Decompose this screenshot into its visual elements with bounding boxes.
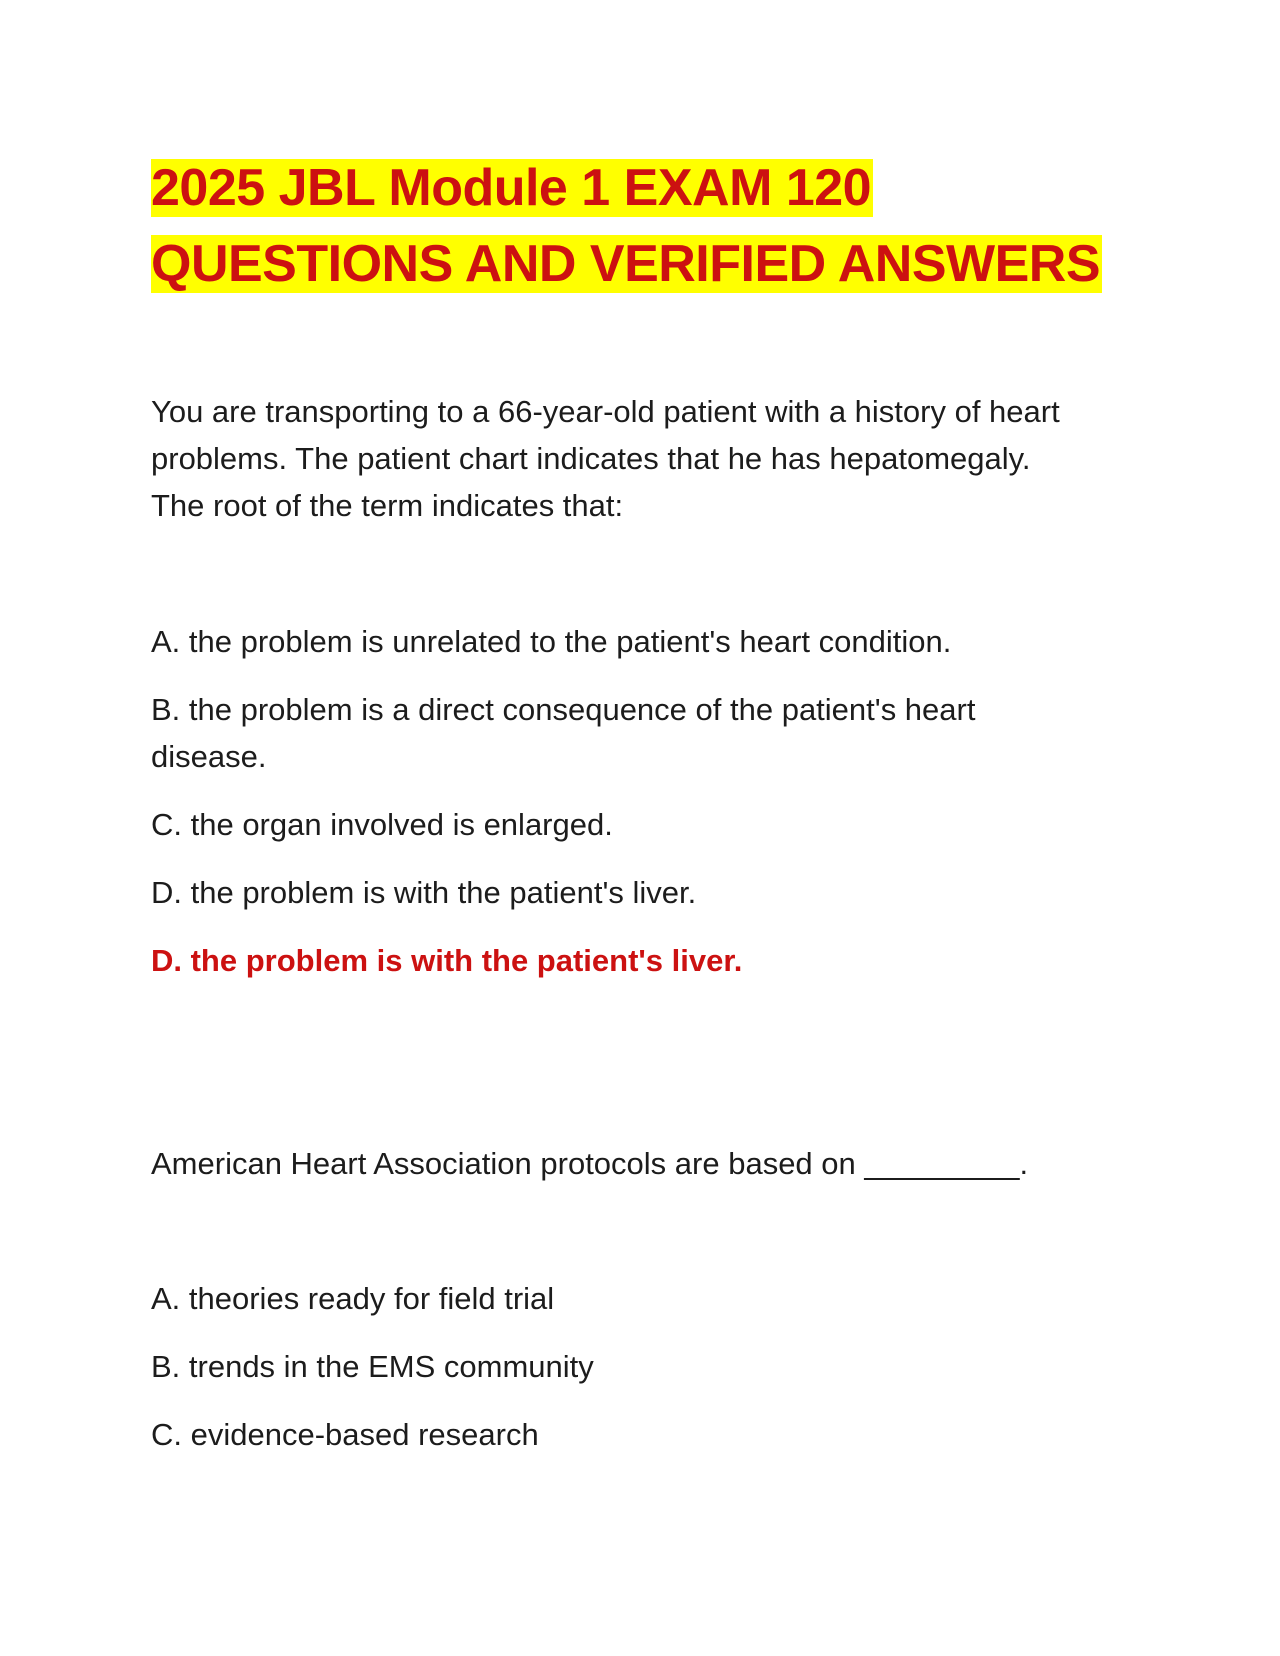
document-title-text: 2025 JBL Module 1 EXAM 120 QUESTIONS AND VERIFIED ANSWERS <box>151 159 1101 293</box>
question-2-option-b: B. trends in the EMS community <box>151 1349 594 1384</box>
question-1-option-b: B. the problem is a direct consequence of the patient's heart disease. <box>151 692 976 774</box>
question-1-option-d: D. the problem is with the patient's liver. <box>151 875 697 910</box>
question-2-option-c: C. evidence-based research <box>151 1417 539 1452</box>
document-title <box>151 150 1151 302</box>
question-1-option-a: A. the problem is unrelated to the patient's heart condition. <box>151 624 952 659</box>
question-1-answer: D. the problem is with the patient's liver. <box>151 943 743 978</box>
question-1-option-c: C. the organ involved is enlarged. <box>151 807 613 842</box>
question-1-text: You are transporting to a 66-year-old patient with a history of heart problems. The patient chart indicates that he has hepatomegaly. The root of the term indicates that: <box>151 394 1060 523</box>
question-2-text: American Heart Association protocols are based on _________. <box>151 1146 1029 1181</box>
question-2-option-a: A. theories ready for field trial <box>151 1281 555 1316</box>
